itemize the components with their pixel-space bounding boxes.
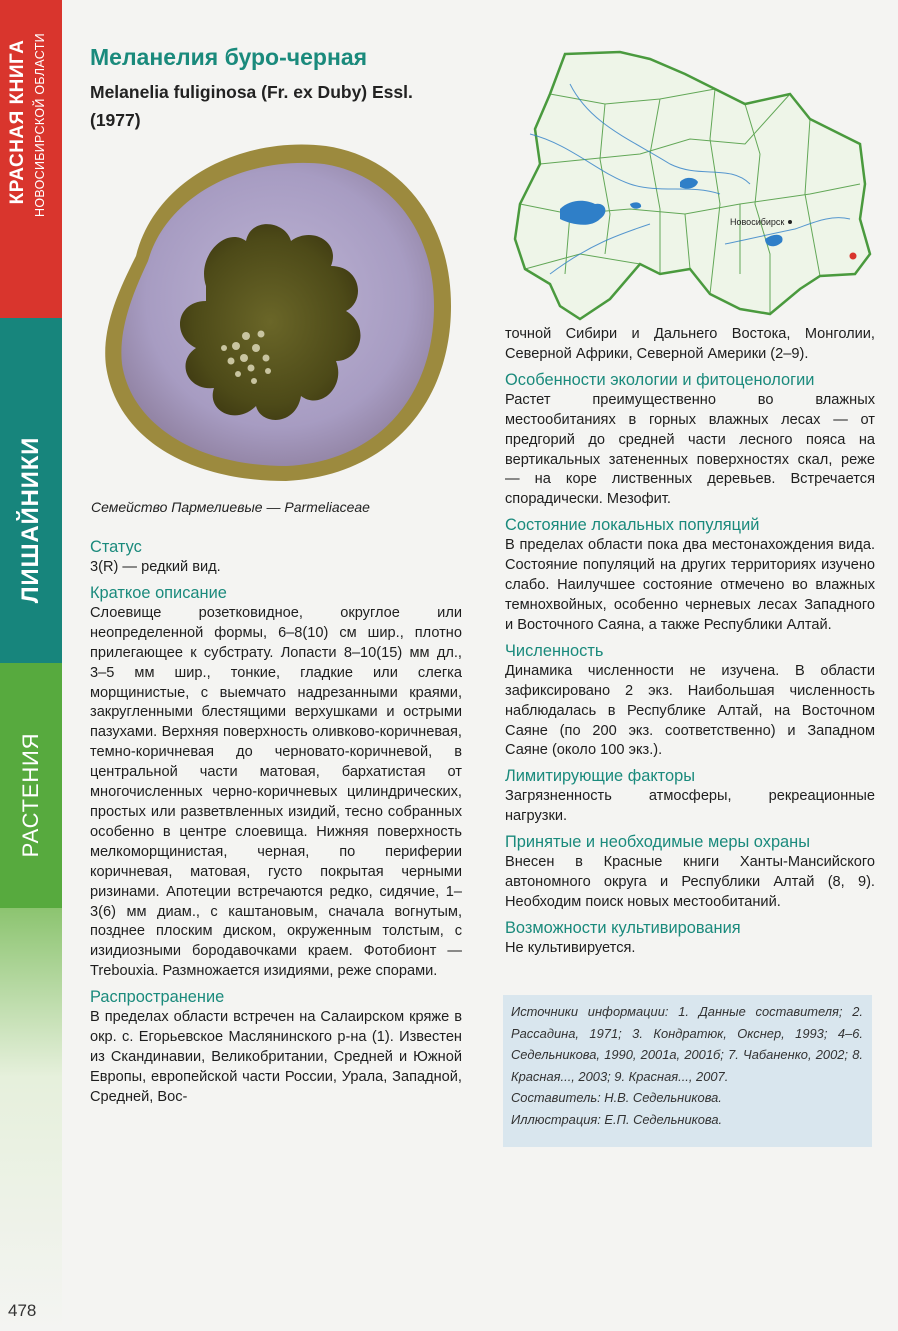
right-column bbox=[505, 325, 875, 959]
lichen-illustration bbox=[96, 136, 456, 486]
page-number: 478 bbox=[8, 1301, 37, 1320]
section-text: Динамика численности не изучена. В области зафиксировано 2 экз. Наибольшая численность наблюдалась в Республике Алтай, на Восточном Саяне (по 200 экз. соответственно) и Западном Саяне (около 100 экз.). bbox=[505, 662, 875, 759]
sources-box bbox=[503, 995, 872, 1147]
sidebar-book-title: КРАСНАЯ КНИГА bbox=[7, 39, 28, 205]
illustration-credit: Иллюстрация: Е.П. Седельникова. bbox=[511, 1111, 723, 1127]
section-text: Слоевище розетковидное, округлое или неопределенной формы, 6–8(10) см шир., плотно прилегающее к субстрату. Лопасти 8–10(15) мм дл., 3–5 мм шир., тонкие, гладкие или слегка морщинистые, с выемчато надрезанными краями, закругленными блестящими верхушками и острыми пазухами. Верхняя поверхность оливково-коричневая, темно-коричневая до черновато-коричневой, в центральной части матовая, бархатистая от многочисленных черно-коричневых цилиндрических, простых или разветвленных изидий, тесно собранных особенно в центре слоевища. Нижняя поверхность мелкоморщинистая, черная, по периферии коричневая, матовая, густо покрытая черными ризинами. Апотеции встречаются редко, сидячие, 1–3(6) мм диам., с каштановым, сначала вогнутым, позднее плоским диском, окруженным толстым, с изидиозными бородавочками краем. Фотобионт — Trebouxia. Размножается изидиями, реже спорами. bbox=[90, 604, 462, 980]
distribution-map bbox=[510, 44, 872, 329]
section-text: В пределах области встречен на Салаирском кряже в окр. с. Егорьевское Маслянинского р-на (1). Известен из Скандинавии, Великобритании, Средней и Южной Европы, европейской части России, Урала, Западной, Средней, Вос- bbox=[90, 1009, 462, 1105]
section-heading: Численность bbox=[505, 641, 604, 660]
section-heading: Лимитирующие факторы bbox=[505, 767, 696, 786]
section-text: Загрязненность атмосферы, рекреационные нагрузки. bbox=[505, 788, 875, 825]
section-text: В пределах области пока два местонахождения вида. Состояние популяций на других территориях изучено слабо. Наилучшее состояние отмечено во влажных темнохвойных, особенно черневых лесах Западного и Восточного Саяна, а также Республики Алтай. bbox=[505, 537, 875, 633]
section-heading: Состояние локальных популяций bbox=[505, 516, 760, 535]
species-name-ru: Меланелия буро-черная bbox=[90, 44, 368, 70]
compiler-credit: Составитель: Н.В. Седельникова. bbox=[511, 1090, 722, 1105]
family-caption: Семейство Пармелиевые — Parmeliaceae bbox=[91, 499, 370, 515]
section-text: Не культивируется. bbox=[505, 939, 636, 956]
section-heading: Краткое описание bbox=[90, 583, 227, 602]
species-name-latin: Melanelia fuliginosa (Fr. ex Duby) Essl. (1977) bbox=[90, 82, 413, 130]
city-label: Новосибирск bbox=[730, 217, 785, 227]
sidebar-section: ЛИШАЙНИКИ bbox=[17, 436, 44, 604]
sidebar-kingdom: РАСТЕНИЯ bbox=[18, 732, 43, 858]
section-heading: Особенности экологии и фитоценологии bbox=[505, 370, 815, 389]
left-column bbox=[90, 536, 462, 1108]
section-heading: Возможности культивирования bbox=[505, 918, 741, 937]
sidebar-region: НОВОСИБИРСКОЙ ОБЛАСТИ bbox=[33, 33, 47, 217]
continuation-text: точной Сибири и Дальнего Востока, Монголии, Северной Африки, Северной Америки (2–9). bbox=[505, 326, 875, 362]
section-text: Растет преимущественно во влажных местообитаниях в горных влажных лесах — от предгорий до средней части лесного пояса на вертикальных затененных поверхностях скал, реже — на коре лиственных деревьев. Встречается спорадически. Мезофит. bbox=[505, 391, 875, 508]
section-text: 3(R) — редкий вид. bbox=[90, 559, 221, 575]
section-text: Внесен в Красные книги Ханты-Мансийского автономного округа и Республики Алтай (8, 9). Необходим поиск новых местообитаний. bbox=[505, 854, 875, 910]
sources-text: Источники информации: 1. Данные составителя; 2. Рассадина, 1971; 3. Кондратюк, Окснер, 1993; 4–6. Седельникова, 1990, 2001а, 2001б; 7. Чабаненко, 2002; 8. Красная..., 2003; 9. Красная..., 2007. bbox=[511, 1004, 863, 1084]
occurrence-marker bbox=[850, 253, 857, 260]
sidebar bbox=[0, 0, 62, 1331]
section-heading: Статус bbox=[90, 538, 142, 556]
section-heading: Распространение bbox=[90, 988, 225, 1007]
section-heading: Принятые и необходимые меры охраны bbox=[505, 833, 811, 852]
